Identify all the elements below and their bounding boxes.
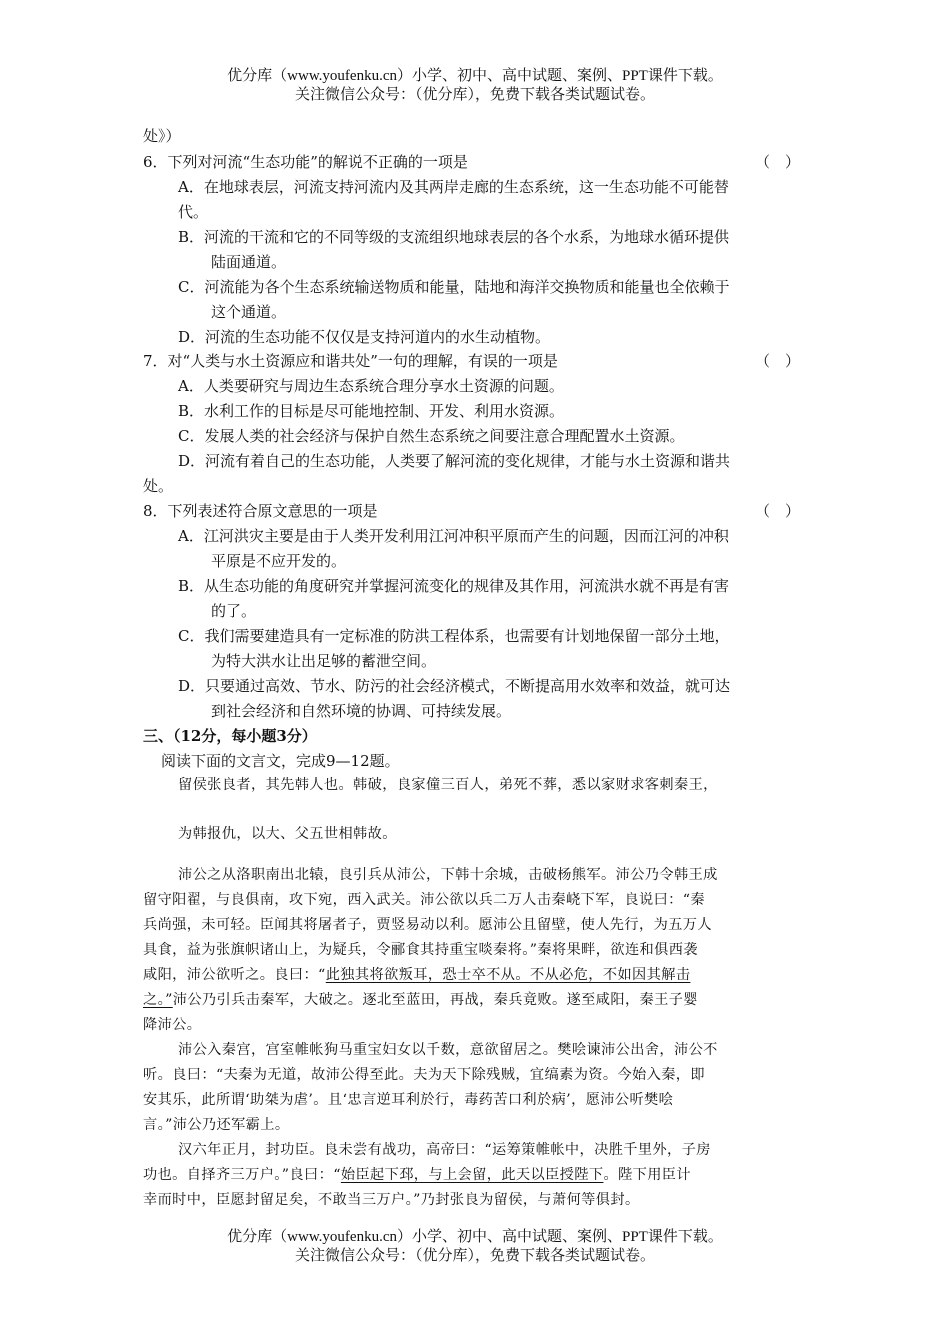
passage-p1-line1: 留侯张良者，其先韩人也。韩破，良家僮三百人，弟死不葬，悉以家财求客刺秦王，	[178, 777, 718, 793]
q6-option-b: B．河流的干流和它的不同等级的支流组织地球表层的各个水系，为地球水循环提供	[178, 228, 730, 246]
q7-option-b: B．水利工作的目标是尽可能地控制、开发、利用水资源。	[178, 402, 565, 420]
passage-p2-line6	[143, 990, 698, 1010]
header-line-2: 关注微信公众号：（优分库），免费下载各类试题试卷。	[294, 87, 655, 103]
page-header	[0, 67, 950, 105]
q6-option-c-cont: 这个通道。	[211, 303, 287, 321]
q6-stem: 6．下列对河流“生态功能”的解说不正确的一项是	[143, 153, 468, 171]
q6-option-b-cont: 陆面通道。	[211, 253, 287, 271]
q8-answer-paren: （ ）	[755, 502, 801, 520]
passage-p2-line1: 沛公之从洛职南出北辕，良引兵从沛公，下韩十余城，击破杨熊军。沛公乃令韩王成	[178, 867, 718, 883]
section-3-instruction: 阅读下面的文言文，完成9—12题。	[161, 752, 400, 770]
passage-p3-line3: 安其乐，此所谓‘助桀为虐’。且‘忠言逆耳利於行，毒药苦口利於病’，愿沛公听樊哙	[143, 1092, 674, 1108]
q6-answer-paren: （ ）	[755, 153, 801, 171]
q7-option-a: A．人类要研究与周边生态系统合理分享水土资源的问题。	[178, 377, 564, 395]
q8-option-d-cont: 到社会经济和自然环境的协调、可持续发展。	[211, 702, 512, 720]
passage-p3-line1: 沛公入秦宫，宫室帷帐狗马重宝妇女以千数，意欲留居之。樊哙谏沛公出舍，沛公不	[178, 1042, 718, 1058]
q8-option-a: A．江河洪灾主要是由于人类开发利用江河冲积平原而产生的问题，因而江河的冲积	[178, 527, 729, 545]
q6-option-a-cont: 代。	[178, 203, 209, 221]
passage-p2-line6-plain: 沛公乃引兵击秦军，大破之。逐北至蓝田，再战，秦兵竟败。遂至咸阳，秦王子婴	[172, 992, 698, 1008]
q6-option-d: D．河流的生态功能不仅仅是支持河道内的水生动植物。	[178, 328, 551, 346]
q8-stem: 8．下列表述符合原文意思的一项是	[143, 502, 378, 520]
passage-p1-line2: 为韩报仇，以大、父五世相韩故。	[178, 826, 397, 842]
q7-stem: 7．对“人类与水土资源应和谐共处”一句的理解，有误的一项是	[143, 352, 558, 370]
passage-p4-line2-plain: 功也。自择齐三万户。”良曰：“	[143, 1167, 341, 1183]
passage-p2-line7: 降沛公。	[143, 1017, 202, 1033]
continuation-text: 处》）	[143, 127, 181, 145]
passage-p4-line1: 汉六年正月，封功臣。良未尝有战功，高帝曰：“运筹策帷帐中，决胜千里外，子房	[178, 1142, 711, 1158]
header-line-1: 优分库（www.youfenku.cn）小学、初中、高中试题、案例、PPT课件下载。	[227, 68, 723, 84]
underlined-translation-sentence-end: 之。”	[143, 992, 173, 1008]
q6-option-a: A．在地球表层，河流支持河流内及其两岸走廊的生态系统，这一生态功能不可能替	[178, 178, 729, 196]
q8-option-a-cont: 平原是不应开发的。	[211, 552, 347, 570]
q8-option-d: D．只要通过高效、节水、防污的社会经济模式，不断提高用水效率和效益，就可达	[178, 677, 731, 695]
footer-line-1: 优分库（www.youfenku.cn）小学、初中、高中试题、案例、PPT课件下载。	[227, 1229, 723, 1245]
passage-p4-line3: 幸而时中，臣愿封留足矣，不敢当三万户。”乃封张良为留侯，与萧何等俱封。	[143, 1192, 640, 1208]
footer-line-2: 关注微信公众号：（优分库），免费下载各类试题试卷。	[294, 1248, 655, 1264]
q7-option-c: C．发展人类的社会经济与保护自然生态系统之间要注意合理配置水土资源。	[178, 427, 685, 445]
section-3-title: 三、（12分，每小题3分）	[143, 727, 317, 745]
q7-option-d: D．河流有着自己的生态功能，人类要了解河流的变化规律，才能与水土资源和谐共	[178, 452, 731, 470]
q7-answer-paren: （ ）	[755, 352, 801, 370]
passage-p2-line3: 兵尚强，未可轻。臣闻其将屠者子，贾竖易动以利。愿沛公且留壁，使人先行，为五万人	[143, 917, 712, 933]
passage-p3-line4: 言。”沛公乃还军霸上。	[143, 1117, 290, 1133]
underlined-translation-sentence-2: 始臣起下邳，与上会留，此天以臣授陛下	[340, 1167, 604, 1183]
q8-option-c: C．我们需要建造具有一定标准的防洪工程体系，也需要有计划地保留一部分土地，	[178, 627, 730, 645]
passage-p2-line5-plain: 咸阳，沛公欲听之。良曰：“	[143, 967, 326, 983]
q6-option-c: C．河流能为各个生态系统输送物质和能量，陆地和海洋交换物质和能量也全依赖于	[178, 278, 730, 296]
q8-option-c-cont: 为特大洪水让出足够的蓄泄空间。	[211, 652, 437, 670]
passage-p2-line2: 留守阳翟，与良俱南，攻下宛，西入武关。沛公欲以兵二万人击秦峣下军，良说曰：“秦	[143, 892, 705, 908]
passage-p2-line4: 具食，益为张旗帜诸山上，为疑兵，令郦食其持重宝啖秦将。”秦将果畔，欲连和俱西袭	[143, 942, 698, 958]
passage-p4-line2	[143, 1165, 691, 1185]
q8-option-b: B．从生态功能的角度研究并掌握河流变化的规律及其作用，河流洪水就不再是有害	[178, 577, 730, 595]
q7-option-d-cont: 处。	[143, 477, 174, 495]
page-footer	[0, 1228, 950, 1266]
passage-p3-line2: 听。良曰：“夫秦为无道，故沛公得至此。夫为天下除残贼，宜缟素为资。今始入秦，即	[143, 1067, 705, 1083]
passage-p2-line5	[143, 965, 690, 985]
passage-p4-line2-tail: 。陛下用臣计	[603, 1167, 691, 1183]
underlined-translation-sentence: 此独其将欲叛耳，恐士卒不从。不从必危，不如因其解击	[325, 967, 691, 983]
q8-option-b-cont: 的了。	[211, 602, 257, 620]
